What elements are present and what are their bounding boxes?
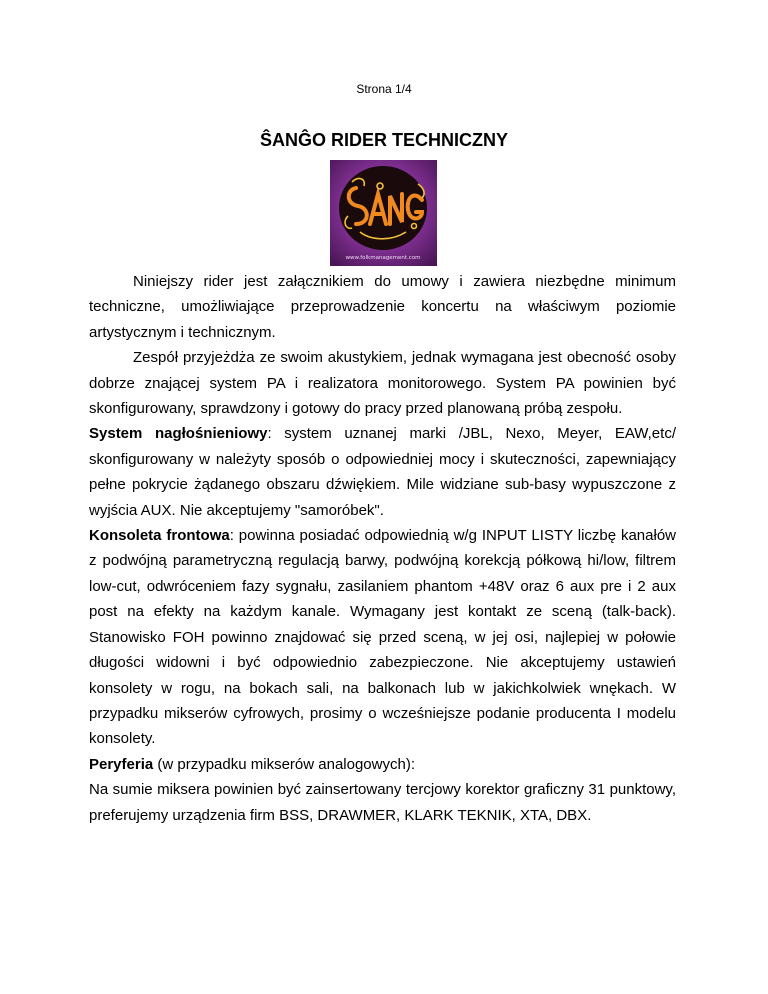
foh-console-text: : powinna posiadać odpowiednią w/g INPUT LISTY liczbę kanałów z podwójną parametryczną regulacją barwy, podwójną korekcją półkową hi/low, filtrem low-cut, odwróceniem fazy sygnału, zasilaniem phantom +48V oraz 6 aux pre i 2 aux post na efekty na każdym kanale. Wymagany jest kontakt ze sceną (talk-back). Stanowisko FOH powinno znajdować się przed sceną, w jej osi, najlepiej w połowie długości widowni i być odpowiednio zabezpieczone. Nie akceptujemy ustawień konsolety w rogu, na bokach sali, na balkonach lub w jakichkolwiek wnękach. W przypadku mikserów cyfrowych, prosimy o wcześniejsze podanie producenta I modelu konsolety. [89, 527, 677, 748]
paragraph-periphery-heading [89, 752, 676, 777]
paragraph-intro: Niniejszy rider jest załącznikiem do umowy i zawiera niezbędne minimum techniczne, umożliwiające przeprowadzenie koncertu na właściwym poziomie artystycznym i technicznym. [89, 273, 676, 341]
pa-system-label: System nagłośnieniowy [89, 425, 268, 443]
paragraph-foh-console [89, 523, 676, 752]
logo-url-text: www.folkmanagement.com [345, 255, 421, 261]
pa-system-text: : system uznanej marki /JBL, Nexo, Meyer, EAW,etc/ skonfigurowany w należyty sposób o odpowiedniej mocy i skuteczności, zapewniający pełne pokrycie żądanego obszaru dźwiękiem. Mile widziane sub-basy wypuszczone z wyjścia AUX. Nie akceptujemy "samoróbek". [89, 425, 676, 519]
paragraph-pa-system [89, 421, 676, 523]
periphery-label: Peryferia [89, 755, 154, 773]
document-body [89, 269, 676, 828]
periphery-note: (w przypadku mikserów analogowych): [153, 755, 415, 773]
page-number: Strona 1/4 [356, 82, 412, 96]
band-logo [330, 160, 437, 266]
document-title: ŜANĜO RIDER TECHNICZNY [259, 130, 508, 150]
paragraph-periphery-body: Na sumie miksera powinien być zainsertowany tercjowy korektor graficzny 31 punktowy, preferujemy urządzenia firm BSS, DRAWMER, KLARK TEKNIK, XTA, DBX. [89, 781, 676, 824]
paragraph-crew: Zespół przyjeżdża ze swoim akustykiem, jednak wymagana jest obecność osoby dobrze znającej system PA i realizatora monitorowego. System PA powinien być skonfigurowany, sprawdzony i gotowy do pracy przed planowaną próbą zespołu. [89, 349, 676, 418]
foh-console-label: Konsoleta frontowa [89, 527, 230, 545]
